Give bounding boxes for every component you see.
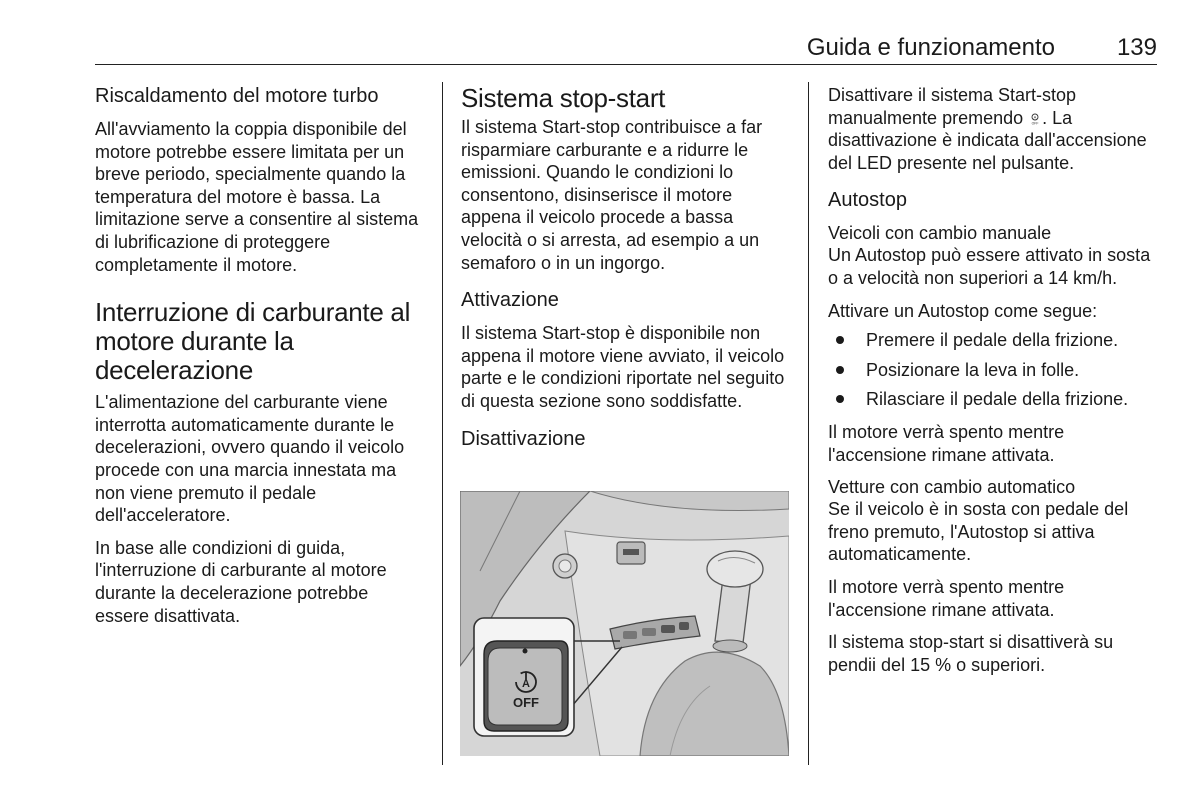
paragraph-disable-manually xyxy=(828,84,1158,174)
paragraph-fuel-cutoff-2: In base alle condizioni di guida, l'interruzione di carburante al motore durante la decelerazione potrebbe essere disattivata. xyxy=(95,537,387,626)
paragraph-fuel-cutoff-1: L'alimentazione del carburante viene interrotta automaticamente durante le decelerazioni, ovvero quando il veicolo procede con una marcia innestata ma non viene premuto il pedale dell'acceleratore. xyxy=(95,392,405,526)
column-divider-2 xyxy=(808,82,809,765)
console-illustration xyxy=(460,491,789,756)
list-item-text: Premere il pedale della frizione. xyxy=(866,330,1119,351)
heading-stop-start: Sistema stop-start xyxy=(461,83,666,113)
section-title: Guida e funzionamento xyxy=(806,34,1055,61)
column-divider-1 xyxy=(442,82,443,765)
heading-manual-transmission: Veicoli con cambio manuale xyxy=(828,223,1052,244)
paragraph-turbo-warmup: All'avviamento la coppia disponibile del motore potrebbe essere limitata per un breve periodo, specialmente quando la temperatura del motore è bassa. La limitazione serve a consentire al sistema di lubrificazione di proteggere completamente il motore. xyxy=(95,119,419,275)
autostop-steps-list xyxy=(828,329,1158,411)
column-3 xyxy=(828,84,1158,676)
paragraph-activation: Il sistema Start-stop è disponibile non appena il motore viene avviato, il veicolo parte e le condizioni riportate nel seguito di questa sezione sono soddisfatte. xyxy=(461,323,785,411)
heading-fuel-cutoff: Interruzione di carburante al motore durante la decelerazione xyxy=(95,297,411,386)
list-item xyxy=(828,329,1158,352)
paragraph-disable-part-1: Disattivare il sistema Start-stop manualmente premendo xyxy=(828,85,1077,128)
bullet-icon xyxy=(836,336,844,344)
heading-autostop: Autostop xyxy=(828,189,907,212)
paragraph-engine-off-2: Il motore verrà spento mentre l'accensione rimane attivata. xyxy=(828,576,1065,620)
paragraph-stop-start-intro: Il sistema Start-stop contribuisce a far risparmiare carburante e a ridurre le emissioni. Quando le condizioni lo consentono, disinserisce il motore appena il veicolo procede a bassa velocità o si arresta, ad esempio a un semaforo o in un ingorgo. xyxy=(461,117,763,273)
paragraph-activate-autostop: Attivare un Autostop come segue: xyxy=(828,300,1098,321)
list-item xyxy=(828,359,1158,382)
column-2 xyxy=(461,84,791,451)
paragraph-automatic-transmission: Se il veicolo è in sosta con pedale del freno premuto, l'Autostop si attiva automaticamente. xyxy=(828,499,1129,565)
paragraph-engine-off-1: Il motore verrà spento mentre l'accensione rimane attivata. xyxy=(828,421,1065,465)
heading-automatic-transmission: Vetture con cambio automatico xyxy=(828,477,1076,498)
paragraph-disable-part-2: . La disattivazione è indicata dall'accensione del LED presente nel pulsante. xyxy=(828,107,1147,173)
column-1 xyxy=(95,84,425,627)
heading-turbo-warmup: Riscaldamento del motore turbo xyxy=(95,85,379,107)
svg-text:OFF: OFF xyxy=(1031,121,1039,125)
list-item xyxy=(828,388,1158,411)
stop-start-button-figure xyxy=(460,491,789,756)
bullet-icon xyxy=(836,395,844,403)
list-item-text: Rilasciare il pedale della frizione. xyxy=(866,389,1129,410)
list-item-text: Posizionare la leva in folle. xyxy=(866,359,1080,380)
heading-deactivation: Disattivazione xyxy=(461,427,586,450)
figure-button-off-label: OFF xyxy=(513,695,539,710)
paragraph-slope: Il sistema stop-start si disattiverà su pendii del 15 % o superiori. xyxy=(828,632,1114,675)
page-header xyxy=(95,30,1157,65)
page-number: 139 xyxy=(1116,34,1157,61)
paragraph-manual-transmission: Un Autostop può essere attivato in sosta o a velocità non superiori a 14 km/h. xyxy=(828,245,1151,288)
bullet-icon xyxy=(836,366,844,374)
heading-activation: Attivazione xyxy=(461,289,559,312)
figure-button-symbol: A xyxy=(522,678,530,690)
svg-text:A: A xyxy=(1033,114,1037,120)
stop-start-off-icon xyxy=(1030,113,1040,125)
